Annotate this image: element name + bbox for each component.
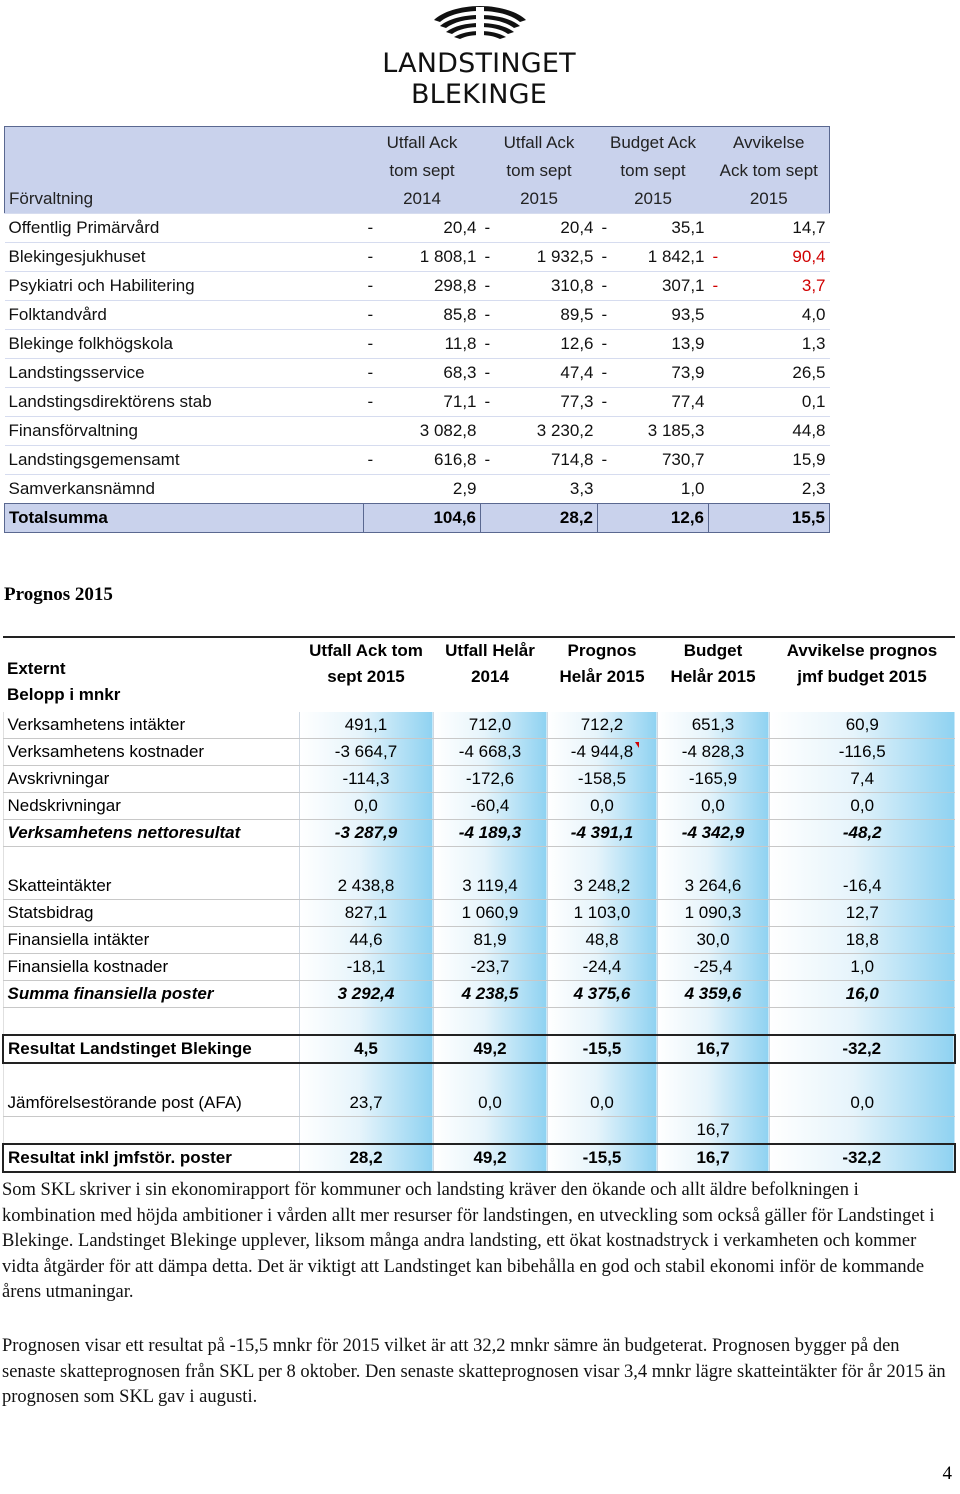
empty-cell — [769, 1117, 955, 1145]
table-row — [3, 873, 955, 900]
cell-col5: 7,4 — [769, 766, 955, 793]
value: 3 082,8 — [419, 421, 477, 440]
spacer-row — [3, 847, 955, 874]
sign: - — [601, 305, 608, 324]
cell-col5: -32,2 — [769, 1144, 955, 1172]
prognos-heading: Prognos 2015 — [4, 584, 113, 605]
cell-col2: 49,2 — [433, 1144, 547, 1172]
cell-col5: 18,8 — [769, 927, 955, 954]
value: 26,5 — [792, 363, 826, 382]
sign: - — [601, 218, 608, 237]
cell-col4: -4 828,3 — [657, 739, 769, 766]
value: 68,3 — [443, 363, 477, 382]
cell-col4: -4 342,9 — [657, 820, 769, 847]
value: 2,9 — [452, 479, 477, 498]
empty-cell — [3, 1008, 299, 1036]
sign: - — [601, 276, 608, 295]
cell-col5: 12,7 — [769, 900, 955, 927]
empty-cell — [657, 847, 769, 874]
cell-col2: -23,7 — [433, 954, 547, 981]
cell-col3: -15,5 — [547, 1144, 657, 1172]
table-total-row — [5, 504, 830, 533]
empty-cell — [433, 1063, 547, 1090]
cell-c3 — [598, 214, 709, 243]
table-row — [3, 900, 955, 927]
sign: - — [367, 247, 374, 266]
cell-col3: 4 375,6 — [547, 981, 657, 1008]
empty-cell — [3, 1063, 299, 1090]
col-header-budget-2015: Budget Ack tom sept 2015 — [598, 127, 709, 214]
cell-c2 — [481, 417, 598, 446]
value: 89,5 — [560, 305, 594, 324]
table-row — [5, 330, 830, 359]
total-utfall-2015: 28,2 — [481, 504, 598, 533]
cell-col1: 827,1 — [299, 900, 433, 927]
cell-c4 — [709, 417, 830, 446]
row-label: Avskrivningar — [3, 766, 299, 793]
value: 90,4 — [792, 247, 826, 266]
cell-c2 — [481, 272, 598, 301]
cell-c2 — [481, 446, 598, 475]
cell-col3: 712,2 — [547, 712, 657, 739]
sign: - — [484, 247, 491, 266]
cell-col3: 3 248,2 — [547, 873, 657, 900]
cell-col2: 1 060,9 — [433, 900, 547, 927]
cell-col2: 712,0 — [433, 712, 547, 739]
prognos-table — [2, 636, 956, 1173]
header-logo — [0, 0, 960, 110]
table-row — [5, 446, 830, 475]
row-label: Finansiella kostnader — [3, 954, 299, 981]
row-label: Statsbidrag — [3, 900, 299, 927]
table-row — [3, 1090, 955, 1117]
cell-c1 — [364, 214, 481, 243]
cell-col3: -15,5 — [547, 1035, 657, 1063]
value: 11,8 — [444, 334, 477, 353]
cell-c4 — [709, 446, 830, 475]
prognos-header-label — [3, 637, 299, 712]
cell-col4: 0,0 — [657, 793, 769, 820]
row-label: Verksamhetens kostnader — [3, 739, 299, 766]
cell-c4 — [709, 272, 830, 301]
cell-col1: -114,3 — [299, 766, 433, 793]
cell-c2 — [481, 475, 598, 504]
cell-col1: 491,1 — [299, 712, 433, 739]
cell-col4: 3 264,6 — [657, 873, 769, 900]
value: 1 932,5 — [536, 247, 594, 266]
table-row — [3, 1035, 955, 1063]
col-header-utfall-2014: Utfall Ack tom sept 2014 — [364, 127, 481, 214]
row-label: Landstingsservice — [5, 359, 364, 388]
cell-c3 — [598, 446, 709, 475]
value: 15,9 — [792, 450, 826, 469]
cell-c3 — [598, 272, 709, 301]
col-header-avvikelse-2015: Avvikelse Ack tom sept 2015 — [709, 127, 830, 214]
row-label: Resultat Landstinget Blekinge — [3, 1035, 299, 1063]
total-avvikelse-2015: 15,5 — [709, 504, 830, 533]
empty-cell — [299, 1008, 433, 1036]
table-row — [3, 954, 955, 981]
cell-col5: 60,9 — [769, 712, 955, 739]
table-row — [5, 475, 830, 504]
cell-col4: -25,4 — [657, 954, 769, 981]
cell-c3 — [598, 388, 709, 417]
forvaltning-table — [4, 126, 830, 533]
spacer-row — [3, 1008, 955, 1036]
empty-cell — [547, 1008, 657, 1036]
cell-col3: -24,4 — [547, 954, 657, 981]
row-label: Verksamhetens nettoresultat — [3, 820, 299, 847]
sign: - — [484, 363, 491, 382]
empty-cell — [769, 847, 955, 874]
cell-col1: 3 292,4 — [299, 981, 433, 1008]
cell-col5: -116,5 — [769, 739, 955, 766]
table-row — [5, 272, 830, 301]
col-header-prognos-2015: Prognos Helår 2015 — [547, 637, 657, 712]
cell-c3 — [598, 301, 709, 330]
cell-c1 — [364, 417, 481, 446]
paragraph-ekonomi: Som SKL skriver i sin ekonomirapport för kommuner och landsting kräver den ökande och allt äldre befolkningen i kombination med höjda ambitioner i vården allt mer resurser för landstingen, en utveckling som också gäller för Landstinget i Blekinge. Landstinget Blekinge upplever, liksom många andra landsting, ett ökat kostnadstryck i verkamheten och kommer vidta åtgärder för att dämpa detta. Det är viktigt att Landstinget kan bibehålla en god och stabil ekonomi inför de kommande årens utmaningar. — [2, 1180, 935, 1302]
value: 730,7 — [661, 450, 705, 469]
empty-cell — [657, 1063, 769, 1090]
cell-c3 — [598, 475, 709, 504]
cell-c1 — [364, 359, 481, 388]
cell-col3: -4 391,1 — [547, 820, 657, 847]
cell-c4 — [709, 330, 830, 359]
sign: - — [367, 218, 374, 237]
row-label: Offentlig Primärvård — [5, 214, 364, 243]
row-label: Blekinge folkhögskola — [5, 330, 364, 359]
value: 12,6 — [560, 334, 594, 353]
cell-col2: 3 119,4 — [433, 873, 547, 900]
cell-c1 — [364, 243, 481, 272]
value: 85,8 — [443, 305, 477, 324]
cell-col3: 0,0 — [547, 793, 657, 820]
empty-cell — [657, 1008, 769, 1036]
cell-col1: -18,1 — [299, 954, 433, 981]
value: 77,3 — [560, 392, 594, 411]
empty-cell — [547, 847, 657, 874]
col-header-utfall-helar-2014: Utfall Helår 2014 — [433, 637, 547, 712]
value: -4 944,8 — [570, 742, 634, 761]
empty-cell — [299, 847, 433, 874]
empty-cell — [769, 1063, 955, 1090]
cell-col5: -32,2 — [769, 1035, 955, 1063]
cell-col1: 4,5 — [299, 1035, 433, 1063]
empty-cell — [769, 1008, 955, 1036]
cell-c4 — [709, 388, 830, 417]
value: 616,8 — [433, 450, 477, 469]
value: 3 185,3 — [647, 421, 705, 440]
cell-col2: -4 189,3 — [433, 820, 547, 847]
row-label: Landstingsdirektörens stab — [5, 388, 364, 417]
sign: - — [484, 218, 491, 237]
value: 3 230,2 — [536, 421, 594, 440]
cell-col3 — [547, 739, 657, 766]
cell-col1: -3 664,7 — [299, 739, 433, 766]
sign: - — [484, 305, 491, 324]
table-row-sub — [3, 1117, 955, 1145]
row-label: Skatteintäkter — [3, 873, 299, 900]
empty-cell — [547, 1063, 657, 1090]
sign: - — [712, 276, 719, 295]
cell-col4: 30,0 — [657, 927, 769, 954]
table-row — [3, 981, 955, 1008]
cell-c3 — [598, 417, 709, 446]
cell-col4: -165,9 — [657, 766, 769, 793]
cell-col1: 23,7 — [299, 1090, 433, 1117]
col-header-utfall-2015: Utfall Ack tom sept 2015 — [481, 127, 598, 214]
row-label: Summa finansiella poster — [3, 981, 299, 1008]
table-row — [3, 820, 955, 847]
table-row — [3, 739, 955, 766]
paragraph-prognos: Prognosen visar ett resultat på -15,5 mnkr för 2015 vilket är att 32,2 mnkr sämre än budgeterat. Prognosen bygger på den senaste skatteprognosen från SKL per 8 oktober. Den senaste skatteprognosen visar 3,4 mnkr lägre skatteintäkter för år 2015 än prognosen som SKL gav i augusti. — [2, 1336, 946, 1407]
cell-col4 — [657, 1090, 769, 1117]
col-header-utfall-ack-2015: Utfall Ack tom sept 2015 — [299, 637, 433, 712]
row-label: Samverkansnämnd — [5, 475, 364, 504]
cell-col4: 1 090,3 — [657, 900, 769, 927]
table-row — [5, 359, 830, 388]
table-row — [5, 417, 830, 446]
cell-col5: -48,2 — [769, 820, 955, 847]
value: 20,4 — [443, 218, 477, 237]
cell-c2 — [481, 301, 598, 330]
table-row — [5, 214, 830, 243]
sign: - — [601, 363, 608, 382]
cell-c1 — [364, 272, 481, 301]
cell-col4: 16,7 — [657, 1035, 769, 1063]
sign: - — [367, 305, 374, 324]
empty-cell — [433, 1117, 547, 1145]
value: 1 842,1 — [647, 247, 705, 266]
cell-col1: 44,6 — [299, 927, 433, 954]
empty-cell — [299, 1117, 433, 1145]
value: 1 808,1 — [419, 247, 477, 266]
sign: - — [484, 334, 491, 353]
cell-c4 — [709, 243, 830, 272]
col-header-budget-2015: Budget Helår 2015 — [657, 637, 769, 712]
row-label: Landstingsgemensamt — [5, 446, 364, 475]
empty-cell — [3, 1117, 299, 1145]
value: 298,8 — [433, 276, 477, 295]
table-row — [3, 793, 955, 820]
cell-c2 — [481, 330, 598, 359]
cell-c4 — [709, 475, 830, 504]
logo-text: LANDSTINGET BLEKINGE — [382, 48, 576, 110]
cell-c1 — [364, 330, 481, 359]
row-label: Folktandvård — [5, 301, 364, 330]
cell-col5: -16,4 — [769, 873, 955, 900]
cell-col1: -3 287,9 — [299, 820, 433, 847]
cell-c4 — [709, 301, 830, 330]
row-label: Finansförvaltning — [5, 417, 364, 446]
table-row — [3, 712, 955, 739]
sign: - — [484, 276, 491, 295]
page-number: 4 — [942, 1463, 952, 1484]
cell-c2 — [481, 359, 598, 388]
value: 14,7 — [792, 218, 826, 237]
sign: - — [601, 247, 608, 266]
value: 77,4 — [671, 392, 705, 411]
value: 35,1 — [671, 218, 705, 237]
row-label: Blekingesjukhuset — [5, 243, 364, 272]
table-row — [5, 301, 830, 330]
value: 13,9 — [671, 334, 705, 353]
value: 47,4 — [560, 363, 594, 382]
table-row — [5, 388, 830, 417]
cell-col2: 4 238,5 — [433, 981, 547, 1008]
cell-c3 — [598, 243, 709, 272]
cell-c1 — [364, 301, 481, 330]
header-externt: Externt — [7, 659, 66, 678]
col-header-avvikelse-prognos: Avvikelse prognos jmf budget 2015 — [769, 637, 955, 712]
cell-col1: 28,2 — [299, 1144, 433, 1172]
sign: - — [484, 450, 491, 469]
value: 73,9 — [671, 363, 705, 382]
value: 307,1 — [661, 276, 705, 295]
sign: - — [367, 392, 374, 411]
value: 93,5 — [671, 305, 705, 324]
cell-col1: 2 438,8 — [299, 873, 433, 900]
cell-c4 — [709, 214, 830, 243]
cell-col1: 0,0 — [299, 793, 433, 820]
table-row — [3, 1144, 955, 1172]
cell-budget-sub: 16,7 — [657, 1117, 769, 1145]
row-label: Finansiella intäkter — [3, 927, 299, 954]
cell-col2: 49,2 — [433, 1035, 547, 1063]
value: 310,8 — [550, 276, 594, 295]
cell-col4: 16,7 — [657, 1144, 769, 1172]
total-budget-2015: 12,6 — [598, 504, 709, 533]
cell-col4: 4 359,6 — [657, 981, 769, 1008]
prognos-header-row — [3, 637, 955, 712]
cell-c3 — [598, 330, 709, 359]
value: 714,8 — [550, 450, 594, 469]
cell-col2: -60,4 — [433, 793, 547, 820]
cell-c3 — [598, 359, 709, 388]
crown-wave-emblem-icon — [430, 4, 530, 48]
row-label: Verksamhetens intäkter — [3, 712, 299, 739]
sign: - — [601, 450, 608, 469]
total-label: Totalsumma — [5, 504, 364, 533]
cell-col4: 651,3 — [657, 712, 769, 739]
row-label: Jämförelsestörande post (AFA) — [3, 1090, 299, 1117]
cell-c2 — [481, 388, 598, 417]
sign: - — [367, 363, 374, 382]
value: 4,0 — [801, 305, 826, 324]
empty-cell — [547, 1117, 657, 1145]
cell-c2 — [481, 214, 598, 243]
table-header-row — [5, 127, 830, 214]
header-belopp: Belopp i mnkr — [7, 685, 121, 704]
cell-col2: 0,0 — [433, 1090, 547, 1117]
empty-cell — [299, 1063, 433, 1090]
cell-col3: -158,5 — [547, 766, 657, 793]
value: 71,1 — [443, 392, 477, 411]
cell-col3: 1 103,0 — [547, 900, 657, 927]
col-header-forvaltning: Förvaltning — [5, 127, 364, 214]
cell-col5: 1,0 — [769, 954, 955, 981]
cell-col5: 0,0 — [769, 1090, 955, 1117]
table-row — [3, 766, 955, 793]
table-row — [3, 927, 955, 954]
sign: - — [712, 247, 719, 266]
total-utfall-2014: 104,6 — [364, 504, 481, 533]
value: 3,3 — [569, 479, 594, 498]
value: 44,8 — [792, 421, 826, 440]
value: 2,3 — [801, 479, 826, 498]
value: 1,0 — [680, 479, 705, 498]
row-label: Nedskrivningar — [3, 793, 299, 820]
value: 0,1 — [801, 392, 826, 411]
value: 1,3 — [801, 334, 826, 353]
cell-col2: -4 668,3 — [433, 739, 547, 766]
table-row — [5, 243, 830, 272]
cell-col2: -172,6 — [433, 766, 547, 793]
cell-c1 — [364, 388, 481, 417]
cell-col3: 48,8 — [547, 927, 657, 954]
empty-cell — [433, 1008, 547, 1036]
cell-c1 — [364, 446, 481, 475]
empty-cell — [433, 847, 547, 874]
cell-c1 — [364, 475, 481, 504]
cell-col3: 0,0 — [547, 1090, 657, 1117]
cell-col5: 0,0 — [769, 793, 955, 820]
cell-col2: 81,9 — [433, 927, 547, 954]
cell-col5: 16,0 — [769, 981, 955, 1008]
row-label: Psykiatri och Habilitering — [5, 272, 364, 301]
value: 20,4 — [560, 218, 594, 237]
cell-c2 — [481, 243, 598, 272]
sign: - — [601, 392, 608, 411]
spacer-row — [3, 1063, 955, 1090]
row-label: Resultat inkl jmfstör. poster — [3, 1144, 299, 1172]
sign: - — [367, 450, 374, 469]
sign: - — [367, 334, 374, 353]
value: 3,7 — [801, 276, 826, 295]
sign: - — [367, 276, 374, 295]
empty-cell — [3, 847, 299, 874]
sign: - — [484, 392, 491, 411]
sign: - — [601, 334, 608, 353]
cell-c4 — [709, 359, 830, 388]
